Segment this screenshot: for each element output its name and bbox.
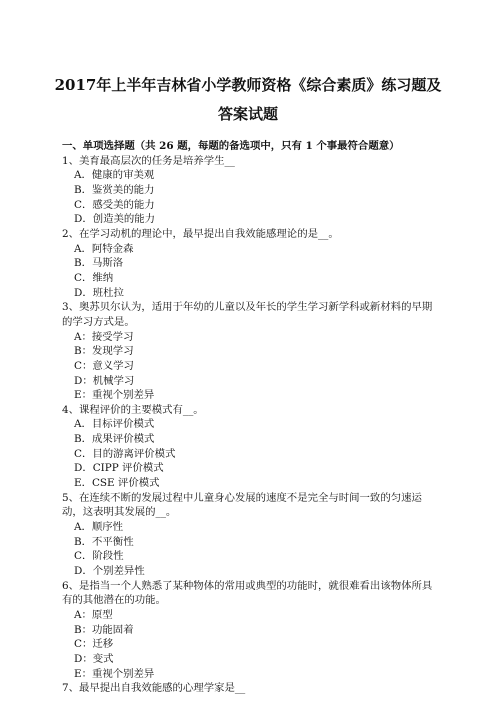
question-3-option-a: A：接受学习	[74, 330, 134, 343]
question-6-option-b: B：功能固着	[74, 623, 134, 636]
question-5-option-c: C．阶段性	[74, 550, 124, 563]
question-4-option-a: A．目标评价模式	[74, 418, 155, 431]
question-3-option-b: B：发现学习	[74, 345, 134, 358]
section-heading: 一、单项选择题（共 26 题，每题的备选项中，只有 1 个事最符合题意）	[62, 140, 400, 152]
question-1-option-a: A．健康的审美观	[74, 169, 155, 182]
question-6-option-e: E：重视个别差异	[74, 667, 155, 680]
question-1-option-c: C．感受美的能力	[74, 198, 155, 211]
question-6-option-d: D：变式	[74, 652, 114, 665]
question-2-option-a: A．阿特金森	[74, 242, 134, 255]
question-6-option-c: C：迁移	[74, 638, 114, 651]
question-6-option-a: A：原型	[74, 609, 113, 621]
question-4-option-d: D．CIPP 评价模式	[74, 462, 164, 475]
document-body	[62, 139, 438, 696]
question-1-option-d: D．创造美的能力	[74, 213, 156, 226]
question-3-option-d: D：机械学习	[74, 374, 135, 387]
question-5-option-b: B．不平衡性	[74, 535, 134, 548]
question-5-stem: 5、在连续不断的发展过程中儿童身心发展的速度不是完全与时间一致的匀速运动，这表明其发展的__。	[62, 491, 422, 519]
question-7-stem: 7、最早提出自我效能感的心理学家是__	[62, 682, 246, 695]
question-5-option-d: D．个别差异性	[74, 565, 145, 578]
question-2-option-b: B．马斯洛	[74, 257, 124, 270]
question-6-stem: 6、是指当一个人熟悉了某种物体的常用或典型的功能时，就很难看出该物体所具有的其他潜在的功能。	[62, 579, 433, 607]
question-1-stem: 1、美育最高层次的任务是培养学生__	[62, 154, 235, 167]
question-2-stem: 2、在学习动机的理论中，最早提出自我效能感理论的是__。	[62, 227, 339, 240]
question-3-stem: 3、奥苏贝尔认为，适用于年幼的儿童以及年长的学生学习新学科或新材料的早期的学习方式是。	[62, 301, 433, 328]
question-2-option-d: D．班杜拉	[74, 286, 124, 299]
question-5-option-a: A．顺序性	[74, 521, 124, 534]
question-4-option-b: B．成果评价模式	[74, 433, 155, 446]
question-3-option-c: C：意义学习	[74, 359, 134, 372]
question-2-option-c: C．维纳	[74, 271, 114, 284]
question-4-stem: 4、课程评价的主要模式有__。	[62, 403, 204, 416]
document-title-line1: 2017年上半年吉林省小学教师资格《综合素质》练习题及	[54, 76, 442, 94]
question-3-option-e: E：重视个别差异	[74, 389, 155, 402]
question-4-option-c: C．目的游离评价模式	[74, 447, 176, 460]
document-title-line2: 答案试题	[217, 105, 278, 123]
question-1-option-b: B．鉴赏美的能力	[74, 183, 155, 196]
question-4-option-e: E．CSE 评价模式	[74, 477, 160, 490]
